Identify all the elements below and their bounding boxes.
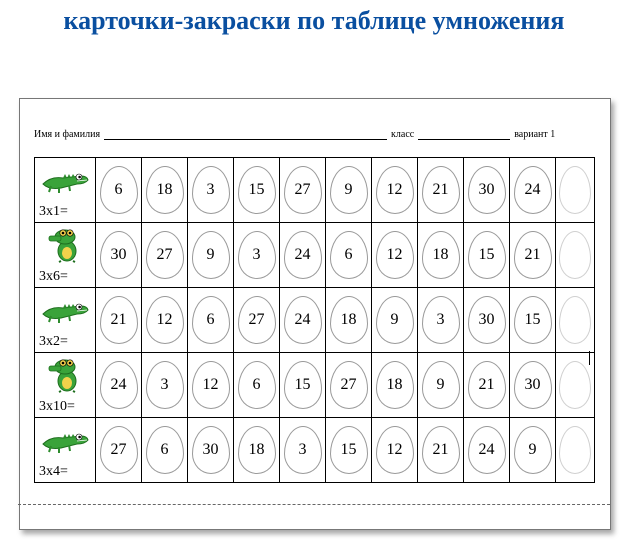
answer-cell[interactable] [510, 158, 556, 223]
answer-cell[interactable] [418, 288, 464, 353]
answer-cell[interactable] [234, 353, 280, 418]
egg-outline [559, 166, 591, 214]
class-label: класс [391, 129, 415, 140]
crocodile-standing-icon [41, 357, 89, 393]
answer-number: 21 [110, 311, 127, 328]
answer-cell[interactable] [142, 223, 188, 288]
answer-cell[interactable] [326, 158, 372, 223]
grid-row [35, 158, 595, 223]
answer-number: 27 [340, 376, 357, 393]
answer-cell[interactable] [142, 158, 188, 223]
variant-label: вариант 1 [514, 129, 556, 140]
answer-cell[interactable] [418, 418, 464, 483]
answer-cell[interactable] [464, 158, 510, 223]
row-label-cell [35, 353, 96, 418]
answer-number: 6 [206, 311, 215, 328]
answer-cell[interactable] [464, 418, 510, 483]
answer-number: 18 [386, 376, 403, 393]
answer-cell[interactable] [418, 353, 464, 418]
answer-number: 21 [524, 246, 541, 263]
answer-cell[interactable] [96, 223, 142, 288]
answer-cell[interactable] [280, 223, 326, 288]
answer-number: 24 [294, 311, 311, 328]
grid-row [35, 223, 595, 288]
answer-cell[interactable] [372, 223, 418, 288]
answer-number: 30 [478, 311, 495, 328]
egg-outline [559, 296, 591, 344]
multiplication-expression: 3x6= [39, 269, 68, 284]
answer-cell[interactable] [188, 288, 234, 353]
answer-cell[interactable] [96, 158, 142, 223]
answer-cell[interactable] [464, 353, 510, 418]
worksheet-header [34, 129, 604, 140]
answer-number: 24 [478, 441, 495, 458]
answer-number: 6 [114, 181, 123, 198]
answer-number: 18 [340, 311, 357, 328]
crocodile-lying-icon [41, 162, 89, 198]
answer-cell[interactable] [326, 353, 372, 418]
answer-cell[interactable] [188, 158, 234, 223]
egg-outline [559, 426, 591, 474]
answer-number: 27 [156, 246, 173, 263]
empty-cell [556, 288, 595, 353]
answer-cell[interactable] [96, 288, 142, 353]
answer-number: 27 [248, 311, 265, 328]
empty-cell [556, 158, 595, 223]
answer-number: 24 [294, 246, 311, 263]
row-label-cell [35, 418, 96, 483]
egg-outline [559, 361, 591, 409]
grid-row [35, 353, 595, 418]
class-field[interactable] [418, 131, 510, 140]
empty-cell [556, 223, 595, 288]
answer-cell[interactable] [510, 223, 556, 288]
answer-cell[interactable] [142, 353, 188, 418]
multiplication-grid [34, 157, 595, 483]
answer-number: 15 [248, 181, 265, 198]
answer-number: 24 [110, 376, 127, 393]
answer-number: 3 [436, 311, 445, 328]
answer-cell[interactable] [326, 418, 372, 483]
grid-row [35, 288, 595, 353]
answer-number: 6 [344, 246, 353, 263]
egg-outline [559, 231, 591, 279]
answer-cell[interactable] [372, 288, 418, 353]
answer-cell[interactable] [418, 158, 464, 223]
answer-number: 21 [478, 376, 495, 393]
answer-number: 18 [156, 181, 173, 198]
answer-cell[interactable] [142, 288, 188, 353]
answer-number: 12 [386, 181, 403, 198]
answer-number: 24 [524, 181, 541, 198]
worksheet [19, 98, 611, 530]
answer-number: 15 [478, 246, 495, 263]
answer-cell[interactable] [96, 418, 142, 483]
answer-number: 15 [524, 311, 541, 328]
answer-number: 3 [298, 441, 307, 458]
crocodile-lying-icon [41, 422, 89, 458]
answer-number: 30 [202, 441, 219, 458]
answer-number: 3 [252, 246, 261, 263]
name-label: Имя и фамилия [34, 129, 101, 140]
answer-number: 18 [248, 441, 265, 458]
answer-cell[interactable] [326, 288, 372, 353]
answer-number: 12 [386, 441, 403, 458]
answer-cell[interactable] [418, 223, 464, 288]
answer-cell[interactable] [510, 288, 556, 353]
answer-number: 15 [294, 376, 311, 393]
answer-number: 12 [156, 311, 173, 328]
page-title: карточки-закраски по таблице умножения [63, 6, 565, 35]
answer-cell[interactable] [280, 288, 326, 353]
answer-number: 27 [294, 181, 311, 198]
empty-cell [556, 418, 595, 483]
multiplication-expression: 3x2= [39, 334, 68, 349]
answer-cell[interactable] [326, 223, 372, 288]
answer-cell[interactable] [372, 353, 418, 418]
answer-cell[interactable] [234, 288, 280, 353]
answer-number: 21 [432, 441, 449, 458]
answer-cell[interactable] [372, 418, 418, 483]
answer-cell[interactable] [280, 353, 326, 418]
answer-cell[interactable] [188, 223, 234, 288]
answer-number: 21 [432, 181, 449, 198]
grid-row [35, 418, 595, 483]
answer-number: 12 [386, 246, 403, 263]
multiplication-expression: 3x1= [39, 204, 68, 219]
answer-cell[interactable] [234, 158, 280, 223]
multiplication-expression: 3x10= [39, 399, 75, 414]
answer-cell[interactable] [188, 418, 234, 483]
multiplication-expression: 3x4= [39, 464, 68, 479]
answer-number: 9 [528, 441, 537, 458]
answer-cell[interactable] [510, 353, 556, 418]
crocodile-lying-icon [41, 292, 89, 328]
answer-cell[interactable] [464, 223, 510, 288]
answer-number: 18 [432, 246, 449, 263]
answer-cell[interactable] [464, 288, 510, 353]
cut-line [18, 504, 610, 505]
answer-cell[interactable] [234, 418, 280, 483]
crocodile-standing-icon [41, 227, 89, 263]
answer-cell[interactable] [280, 158, 326, 223]
answer-cell[interactable] [142, 418, 188, 483]
answer-number: 30 [110, 246, 127, 263]
row-label-cell [35, 288, 96, 353]
row-label-cell [35, 158, 96, 223]
answer-number: 12 [202, 376, 219, 393]
answer-number: 3 [206, 181, 215, 198]
answer-number: 9 [206, 246, 215, 263]
answer-cell[interactable] [96, 353, 142, 418]
name-field[interactable] [104, 131, 387, 140]
margin-mark [589, 351, 590, 365]
answer-number: 6 [252, 376, 261, 393]
answer-number: 30 [478, 181, 495, 198]
answer-number: 27 [110, 441, 127, 458]
answer-cell[interactable] [280, 418, 326, 483]
row-label-cell [35, 223, 96, 288]
answer-cell[interactable] [188, 353, 234, 418]
answer-number: 9 [390, 311, 399, 328]
answer-number: 9 [344, 181, 353, 198]
answer-number: 30 [524, 376, 541, 393]
answer-cell[interactable] [372, 158, 418, 223]
answer-number: 15 [340, 441, 357, 458]
answer-cell[interactable] [234, 223, 280, 288]
answer-number: 9 [436, 376, 445, 393]
answer-cell[interactable] [510, 418, 556, 483]
answer-number: 3 [160, 376, 169, 393]
answer-number: 6 [160, 441, 169, 458]
